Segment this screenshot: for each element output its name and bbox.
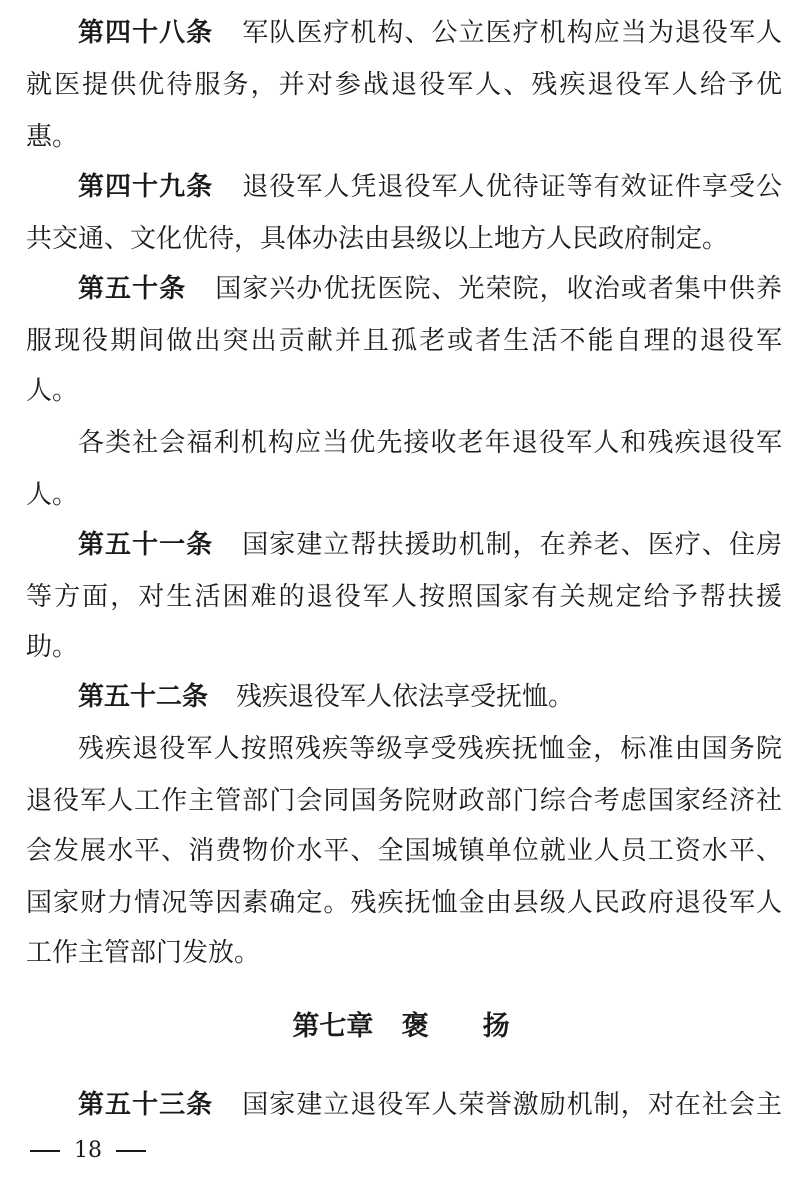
paragraph-line bbox=[78, 682, 782, 712]
paragraph-line: 就医提供优待服务，并对参战退役军人、残疾退役军人给予优 bbox=[26, 70, 782, 100]
paragraph-text: 军队医疗机构、公立医疗机构应当为退役军人 bbox=[241, 18, 782, 48]
chapter-heading bbox=[0, 1012, 802, 1042]
paragraph-line: 各类社会福利机构应当优先接收老年退役军人和残疾退役军 bbox=[78, 428, 782, 458]
article-number: 第五十二条 bbox=[78, 682, 209, 712]
paragraph-line bbox=[78, 530, 782, 560]
paragraph-line: 惠。 bbox=[26, 122, 79, 152]
article-number: 第五十条 bbox=[78, 274, 187, 304]
paragraph-text: 国家建立帮扶援助机制，在养老、医疗、住房 bbox=[241, 530, 782, 560]
chapter-number: 第七章 bbox=[292, 1011, 374, 1042]
paragraph-line: 国家财力情况等因素确定。残疾抚恤金由县级人民政府退役军人 bbox=[26, 888, 782, 918]
paragraph-text: 退役军人凭退役军人优待证等有效证件享受公 bbox=[241, 172, 782, 202]
paragraph-text: 国家建立退役军人荣誉激励机制，对在社会主 bbox=[241, 1090, 782, 1120]
article-number: 第五十一条 bbox=[78, 530, 214, 560]
paragraph-line: 会发展水平、消费物价水平、全国城镇单位就业人员工资水平、 bbox=[26, 836, 782, 866]
paragraph-line: 残疾退役军人按照残疾等级享受残疾抚恤金，标准由国务院 bbox=[78, 734, 782, 764]
paragraph-line: 工作主管部门发放。 bbox=[26, 938, 261, 968]
article-number: 第四十九条 bbox=[78, 172, 214, 202]
paragraph-line: 等方面，对生活困难的退役军人按照国家有关规定给予帮扶援 bbox=[26, 582, 782, 612]
page-number-footer bbox=[30, 1138, 146, 1164]
paragraph-line: 退役军人工作主管部门会同国务院财政部门综合考虑国家经济社 bbox=[26, 786, 782, 816]
paragraph-line bbox=[78, 1090, 782, 1120]
article-number: 第五十三条 bbox=[78, 1090, 214, 1120]
page-number: 18 bbox=[74, 1138, 102, 1163]
article-number: 第四十八条 bbox=[78, 18, 214, 48]
dash-left bbox=[30, 1150, 60, 1152]
paragraph-text: 国家兴办优抚医院、光荣院，收治或者集中供养 bbox=[214, 274, 782, 304]
paragraph-line: 人。 bbox=[26, 376, 79, 406]
paragraph-line bbox=[78, 172, 782, 202]
paragraph-text: 残疾退役军人依法享受抚恤。 bbox=[236, 682, 575, 712]
paragraph-line: 服现役期间做出突出贡献并且孤老或者生活不能自理的退役军 bbox=[26, 326, 782, 356]
paragraph-line: 人。 bbox=[26, 480, 79, 510]
paragraph-line bbox=[78, 274, 782, 304]
chapter-title: 褒 扬 bbox=[401, 1011, 510, 1042]
paragraph-line bbox=[78, 18, 782, 48]
paragraph-line: 共交通、文化优待，具体办法由县级以上地方人民政府制定。 bbox=[26, 224, 729, 254]
paragraph-line: 助。 bbox=[26, 632, 79, 662]
dash-right bbox=[116, 1150, 146, 1152]
